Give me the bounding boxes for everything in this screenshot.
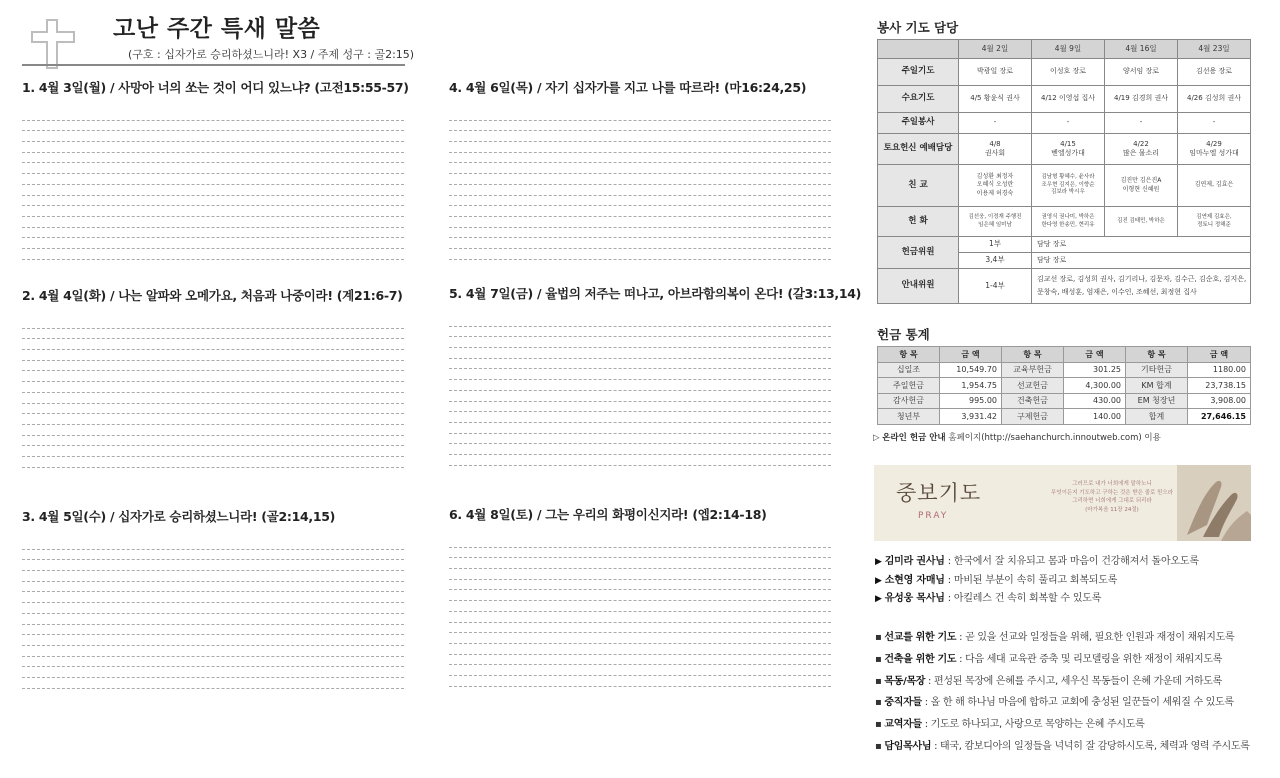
writing-line [449, 402, 831, 413]
writing-line [22, 238, 404, 249]
column-header: 항 목 [878, 347, 940, 363]
duty-row-label: 헌금위원 [878, 237, 959, 269]
writing-line [22, 249, 404, 260]
writing-line [449, 174, 831, 185]
duty-row [878, 165, 1251, 207]
list-item [875, 571, 1199, 590]
banner-subtitle: PRAY [918, 511, 949, 521]
writing-line [449, 391, 831, 402]
writing-line [22, 404, 404, 415]
square-bullet-icon: ▪ [875, 740, 882, 752]
writing-line [449, 612, 831, 623]
writing-line [22, 614, 404, 625]
prayer-text: : 아킬레스 건 속히 회복할 수 있도록 [944, 593, 1102, 605]
duty-cell: - [1105, 113, 1178, 134]
writing-line [449, 644, 831, 655]
column-header: 항 목 [1002, 347, 1064, 363]
date-header: 4월 2일 [959, 40, 1032, 59]
offering-row [878, 393, 1251, 409]
writing-line [449, 665, 831, 676]
duty-cell: 김연제, 김효은 [1178, 165, 1251, 207]
offering-amount: 140.00 [1064, 409, 1126, 425]
corner-cell [878, 40, 959, 59]
writing-line [22, 436, 404, 447]
writing-line [22, 625, 404, 636]
offering-item: 기타헌금 [1126, 362, 1188, 378]
duty-table [877, 39, 1251, 304]
writing-line [22, 339, 404, 350]
writing-line [449, 558, 831, 569]
online-offering-label: 온라인 헌금 안내 [882, 433, 946, 443]
prayer-topic: 목동/목장 [884, 675, 926, 687]
prayer-text: : 기도로 하나되고, 사랑으로 목양하는 은혜 주시도록 [921, 719, 1145, 731]
writing-line [449, 590, 831, 601]
writing-lines[interactable] [449, 537, 831, 687]
offering-amount: 995.00 [940, 393, 1002, 409]
writing-line [449, 206, 831, 217]
offering-item: 감사헌금 [878, 393, 940, 409]
writing-line [22, 635, 404, 646]
prayer-banner [874, 465, 1251, 541]
duty-cell: 4/5 황윤식 권사 [959, 86, 1032, 113]
duty-row [878, 237, 1251, 253]
duty-title: 봉사 기도 담당 [877, 20, 959, 35]
writing-line [449, 633, 831, 644]
writing-line [22, 560, 404, 571]
writing-line [22, 185, 404, 196]
prayer-text: : 마비된 부분이 속히 풀리고 회복되도록 [944, 574, 1118, 586]
header-divider [22, 64, 405, 66]
writing-line [449, 623, 831, 634]
writing-line [22, 539, 404, 550]
writing-line [449, 196, 831, 207]
prayer-name: 유성웅 목사님 [884, 593, 945, 605]
praying-hands-icon [1177, 465, 1251, 541]
date-header: 4월 9일 [1032, 40, 1105, 59]
prayer-text: : 올 한 해 하나님 마음에 합하고 교회에 충성된 일꾼들이 세워질 수 있도록 [921, 697, 1234, 709]
writing-lines[interactable] [22, 539, 404, 689]
writing-line [449, 121, 831, 132]
offering-row [878, 409, 1251, 425]
duty-row [878, 59, 1251, 86]
duty-cell: 김선용 장로 [1178, 59, 1251, 86]
duty-row-label: 안내위원 [878, 269, 959, 304]
offering-item: 선교헌금 [1002, 378, 1064, 394]
writing-line [22, 371, 404, 382]
prayer-text: : 곧 있을 선교와 일정들을 위해, 필요한 인원과 재정이 채워지도록 [956, 632, 1235, 643]
writing-line [449, 316, 831, 327]
offering-header-row [878, 347, 1251, 363]
writing-line [449, 238, 831, 249]
prayer-topic: 중직자들 [884, 697, 922, 709]
writing-line [22, 393, 404, 404]
offering-amount: 430.00 [1064, 393, 1126, 409]
offering-row [878, 362, 1251, 378]
duty-sub-label: 1부 [959, 237, 1032, 253]
writing-line [449, 163, 831, 174]
list-item [875, 589, 1199, 608]
writing-line [449, 110, 831, 121]
writing-line [449, 185, 831, 196]
writing-line [22, 228, 404, 239]
duty-cell: - [959, 113, 1032, 134]
duty-sub-label: 3,4부 [959, 253, 1032, 269]
date-header: 4월 23일 [1178, 40, 1251, 59]
triangle-bullet-icon: ▶ [875, 594, 882, 605]
duty-cell: - [1178, 113, 1251, 134]
duty-cell: 박광일 장로 [959, 59, 1032, 86]
writing-line [449, 655, 831, 666]
writing-line [22, 425, 404, 436]
duty-cell: 4/15 벧엘성가대 [1032, 134, 1105, 165]
banner-verse: 그러므로 내가 너희에게 말하노니 무엇이든지 기도하고 구하는 것은 받은 줄로 믿으라 그리하면 너희에게 그대로 되리라 (마가복음 11장 24절) [1050, 481, 1174, 513]
prayer-name: 김미라 권사님 [884, 556, 945, 567]
writing-line [449, 434, 831, 445]
duty-row-label: 토요헌신 예배담당 [878, 134, 959, 165]
writing-line [22, 457, 404, 468]
duty-header-row [878, 40, 1251, 59]
duty-row [878, 86, 1251, 113]
duty-cell: 김연제 김효은, 정토니 정해준 [1178, 207, 1251, 237]
writing-lines[interactable] [22, 110, 404, 260]
meditation-title: 5. 4월 7일(금) / 율법의 저주는 떠나고, 아브라함의복이 온다! (갈3:13,14) [449, 286, 862, 301]
triangle-bullet-icon: ▶ [875, 557, 882, 567]
duty-cell: 김선웅, 이정재 주행진 임은혜 임미남 [959, 207, 1032, 237]
offering-item: 구제헌금 [1002, 409, 1064, 425]
writing-line [449, 380, 831, 391]
list-item [875, 737, 1250, 759]
offering-amount: 3,931.42 [940, 409, 1002, 425]
meditation-block-3 [22, 507, 404, 689]
writing-line [449, 153, 831, 164]
offering-amount: 10,549.70 [940, 362, 1002, 378]
duty-cell: 4/12 이영섭 집사 [1032, 86, 1105, 113]
writing-line [449, 601, 831, 612]
writing-line [22, 121, 404, 132]
meditation-block-2 [22, 286, 404, 468]
online-offering-text[interactable]: 홈페이지(http://saehanchurch.innoutweb.com) 이용 [945, 433, 1161, 443]
meditation-title: 1. 4월 3일(월) / 사망아 너의 쏘는 것이 어디 있느냐? (고전15:55-57) [22, 80, 409, 95]
online-offering-note [873, 431, 1161, 443]
writing-line [449, 676, 831, 687]
meditation-block-1 [22, 78, 409, 260]
writing-line [22, 163, 404, 174]
writing-line [22, 153, 404, 164]
page-subtitle: (구호 : 십자가로 승리하셨느니라! X3 / 주제 성구 : 골2:15) [128, 48, 415, 61]
duty-row [878, 134, 1251, 165]
writing-line [22, 592, 404, 603]
prayer-topic: 건축을 위한 기도 [884, 653, 957, 665]
offering-total-label: 합계 [1126, 409, 1188, 425]
writing-line [449, 131, 831, 142]
writing-line [449, 228, 831, 239]
duty-cell: 4/26 김성희 권사 [1178, 86, 1251, 113]
duty-row [878, 207, 1251, 237]
prayer-text: : 다음 세대 교육관 증축 및 리모델링을 위한 재정이 채워지도록 [956, 653, 1223, 665]
column-header: 금 액 [940, 347, 1002, 363]
prayer-topic: 선교를 위한 기도 [884, 632, 957, 643]
offering-item: KM 합계 [1126, 378, 1188, 394]
column-header: 금 액 [1064, 347, 1126, 363]
duty-cell: 담당 장로 [1032, 253, 1251, 269]
prayer-topics-list [875, 628, 1250, 759]
writing-line [449, 337, 831, 348]
writing-line [22, 667, 404, 678]
offering-amount: 1,954.75 [940, 378, 1002, 394]
arrow-marker-icon: ▷ [873, 433, 880, 443]
list-item [875, 650, 1250, 672]
duty-cell: 김교선 장로, 김성희 권사, 김기리나, 김문자, 김수근, 김순호, 김지은, 문창숙, 배성훈, 엄재은, 이수인, 조혜선, 최정현 집사 [1032, 269, 1251, 304]
writing-line [449, 327, 831, 338]
duty-row-label: 주일봉사 [878, 113, 959, 134]
meditation-block-4 [449, 78, 831, 260]
offering-table [877, 346, 1251, 425]
square-bullet-icon: ▪ [875, 675, 882, 687]
duty-row-label: 친 교 [878, 165, 959, 207]
writing-line [22, 318, 404, 329]
offering-total-amount: 27,646.15 [1188, 409, 1251, 425]
writing-lines[interactable] [22, 318, 404, 468]
square-bullet-icon: ▪ [875, 632, 882, 643]
meditation-title: 3. 4월 5일(수) / 십자가로 승리하셨느니라! (골2:14,15) [22, 509, 336, 524]
duty-sub-label: 1-4부 [959, 269, 1032, 304]
writing-line [22, 131, 404, 142]
writing-line [22, 217, 404, 228]
writing-line [449, 423, 831, 434]
duty-cell: 김남형 황혜수, 윤사라 조우현 김지은, 이향순 김보라 박시우 [1032, 165, 1105, 207]
page-title: 고난 주간 특새 말씀 [113, 16, 321, 42]
square-bullet-icon: ▪ [875, 653, 882, 665]
duty-cell: 담당 장로 [1032, 237, 1251, 253]
writing-lines[interactable] [449, 110, 831, 260]
duty-cell: 4/19 김경희 권사 [1105, 86, 1178, 113]
duty-cell: 4/22 많은 물소리 [1105, 134, 1178, 165]
duty-row-label: 주일기도 [878, 59, 959, 86]
meditation-title: 2. 4월 4일(화) / 나는 알파와 오메가요, 처음과 나중이라! (계21:6-7) [22, 288, 403, 303]
duty-cell: 양서임 장로 [1105, 59, 1178, 86]
prayer-text: : 한국에서 잘 치유되고 몸과 마음이 건강해져서 돌아오도록 [944, 556, 1199, 567]
writing-line [449, 217, 831, 228]
meditation-title: 6. 4월 8일(토) / 그는 우리의 화평이신지라! (엡2:14-18) [449, 507, 767, 522]
writing-line [22, 571, 404, 582]
writing-line [449, 569, 831, 580]
offering-item: 교육부헌금 [1002, 362, 1064, 378]
writing-line [22, 110, 404, 121]
writing-line [449, 359, 831, 370]
duty-row-label: 헌 화 [878, 207, 959, 237]
writing-line [22, 603, 404, 614]
writing-line [449, 142, 831, 153]
writing-line [449, 412, 831, 423]
writing-lines[interactable] [449, 316, 831, 466]
writing-line [22, 657, 404, 668]
prayer-name: 소현영 자매님 [884, 574, 945, 586]
column-header: 항 목 [1126, 347, 1188, 363]
writing-line [449, 548, 831, 559]
writing-line [449, 249, 831, 260]
offering-row [878, 378, 1251, 394]
cross-icon [28, 18, 78, 70]
duty-cell: 권영식 권나미, 박하은 한다영 한송민, 현리유 [1032, 207, 1105, 237]
duty-row [878, 269, 1251, 304]
writing-line [449, 580, 831, 591]
column-header: 금 액 [1188, 347, 1251, 363]
list-item [875, 693, 1250, 715]
triangle-bullet-icon: ▶ [875, 575, 882, 586]
date-header: 4월 16일 [1105, 40, 1178, 59]
meditation-block-6 [449, 505, 831, 687]
prayer-people-list [875, 552, 1199, 608]
writing-line [22, 382, 404, 393]
duty-cell: 4/29 임마누엘 성가대 [1178, 134, 1251, 165]
writing-line [22, 206, 404, 217]
duty-row [878, 113, 1251, 134]
duty-cell: - [1032, 113, 1105, 134]
offering-amount: 4,300.00 [1064, 378, 1126, 394]
offering-amount: 301.25 [1064, 362, 1126, 378]
offering-amount: 3,908.00 [1188, 393, 1251, 409]
prayer-topic: 교역자들 [884, 719, 922, 731]
duty-cell: 4/8 권사회 [959, 134, 1032, 165]
offering-item: 주일헌금 [878, 378, 940, 394]
writing-line [22, 646, 404, 657]
offering-item: EM 청장년 [1126, 393, 1188, 409]
writing-line [22, 142, 404, 153]
writing-line [449, 455, 831, 466]
offering-item: 청년부 [878, 409, 940, 425]
duty-cell: 김진만 김은진A 이형현 신혜원 [1105, 165, 1178, 207]
writing-line [449, 348, 831, 359]
prayer-text: : 태국, 캄보디아의 일정들을 넉넉히 잘 감당하시도록, 체력과 영력 주시도록 [931, 740, 1250, 752]
writing-line [22, 329, 404, 340]
writing-line [22, 174, 404, 185]
writing-line [22, 361, 404, 372]
duty-cell: 김진 김태민, 박하은 [1105, 207, 1178, 237]
writing-line [22, 446, 404, 457]
meditation-title: 4. 4월 6일(목) / 자기 십자가를 지고 나를 따르라! (마16:24,25) [449, 80, 807, 95]
writing-line [449, 537, 831, 548]
banner-title: 중보기도 [896, 481, 982, 505]
duty-row-label: 수요기도 [878, 86, 959, 113]
duty-cell: 이성호 장로 [1032, 59, 1105, 86]
meditation-block-5 [449, 284, 862, 466]
offering-title: 헌금 통계 [877, 327, 930, 342]
writing-line [22, 414, 404, 425]
list-item [875, 552, 1199, 571]
prayer-topic: 담임목사님 [884, 740, 932, 752]
offering-item: 십일조 [878, 362, 940, 378]
offering-amount: 1180.00 [1188, 362, 1251, 378]
writing-line [22, 350, 404, 361]
offering-amount: 23,738.15 [1188, 378, 1251, 394]
list-item [875, 628, 1250, 650]
writing-line [449, 444, 831, 455]
duty-cell: 김성환 최정자 오혜식 오성란 이용제 허경숙 [959, 165, 1032, 207]
writing-line [22, 196, 404, 207]
square-bullet-icon: ▪ [875, 697, 882, 709]
writing-line [22, 678, 404, 689]
offering-item: 건축헌금 [1002, 393, 1064, 409]
square-bullet-icon: ▪ [875, 719, 882, 731]
writing-line [449, 369, 831, 380]
list-item [875, 672, 1250, 694]
writing-line [22, 550, 404, 561]
prayer-text: : 편성된 목장에 은혜를 주시고, 세우신 목동들이 은혜 가운데 거하도록 [925, 675, 1222, 687]
writing-line [22, 582, 404, 593]
list-item [875, 715, 1250, 737]
